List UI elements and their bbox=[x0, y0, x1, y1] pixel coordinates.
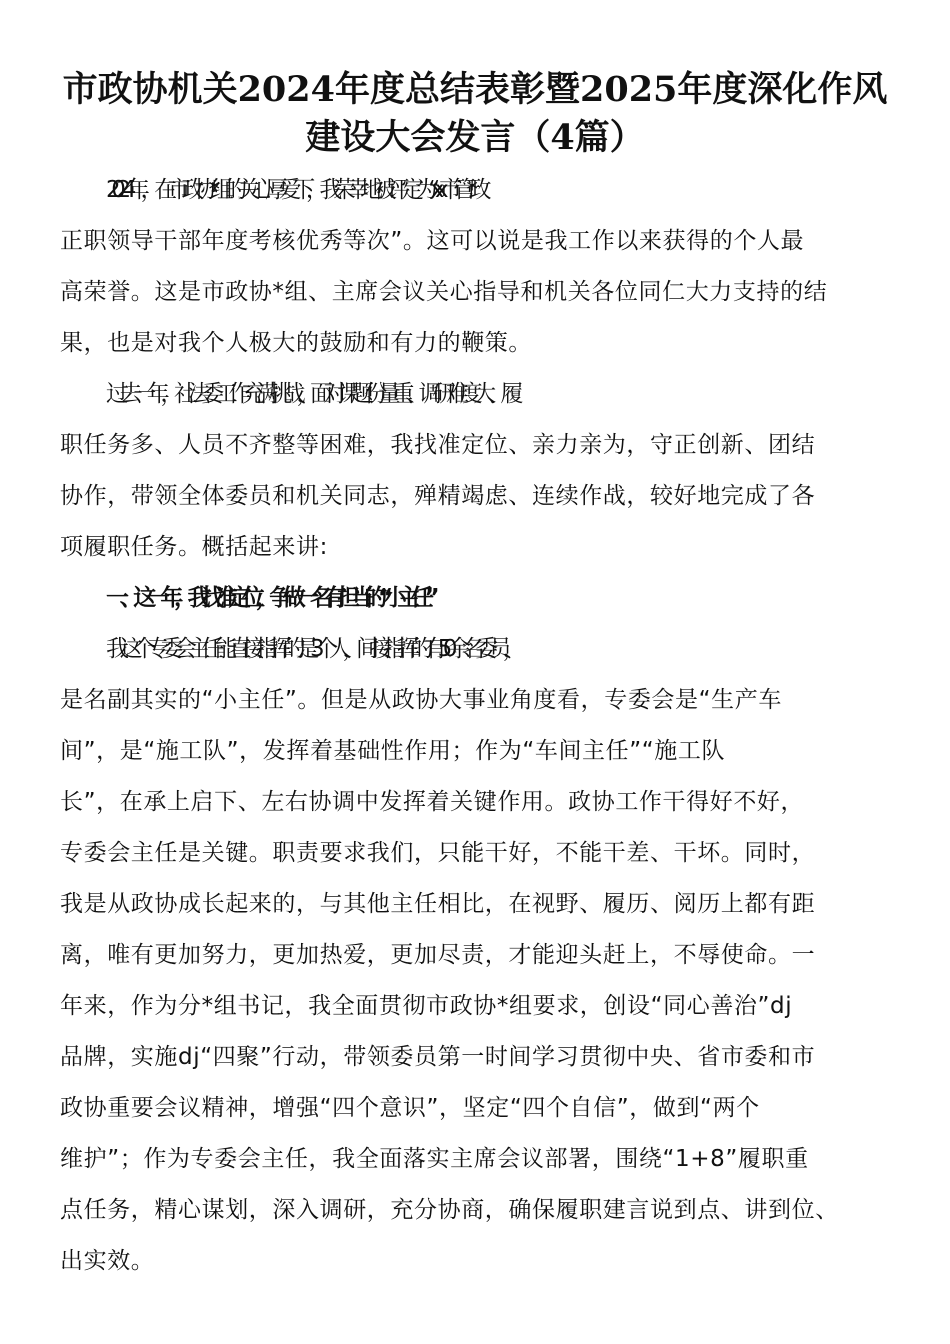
paragraph-3-line-12: 点任务，精心谋划，深入调研，充分协商，确保履职建言说到点、讲到位、 bbox=[60, 1197, 839, 1223]
paragraph-2-line-1: 过去一年，社法委工作充满挑战，面对课题份量重、调研难度大、履 bbox=[106, 381, 515, 407]
paragraph-3-line-6: 我是从政协成长起来的，与其他主任相比，在视野、履历、阅历上都有距 bbox=[60, 891, 816, 917]
paragraph-3-line-3: 间”，是“施工队”，发挥着基础性作用；作为“车间主任”“施工队 bbox=[60, 738, 726, 764]
document-title-line-2: 建设大会发言（4篇） bbox=[305, 117, 645, 158]
paragraph-3-line-11: 维护”；作为专委会主任，我全面落实主席会议部署，围绕“1+8”履职重 bbox=[60, 1146, 809, 1172]
paragraph-2-line-4: 项履职任务。概括起来讲: bbox=[60, 534, 328, 560]
paragraph-3-line-4: 长”，在承上启下、左右协调中发挥着关键作用。政协工作干得好不好， bbox=[60, 789, 805, 815]
paragraph-3-line-7: 离，唯有更加努力，更加热爱，更加尽责，才能迎头赶上，不辱使命。一 bbox=[60, 942, 816, 968]
paragraph-2-line-2: 职任务多、人员不齐整等困难，我找准定位、亲力亲为，守正创新、团结 bbox=[60, 432, 816, 458]
paragraph-3-line-9: 品牌，实施dj“四聚”行动，带领委员第一时间学习贯彻中央、省市委和市 bbox=[60, 1044, 816, 1070]
paragraph-3-line-13: 出实效。 bbox=[60, 1248, 155, 1274]
paragraph-1-line-1: 2024年，在市政协*组的关心厚爱下，我荣幸地被评定为“xx市管*政 bbox=[106, 177, 483, 203]
paragraph-2-line-3: 协作，带领全体委员和机关同志，殚精竭虑、连续作战，较好地完成了各 bbox=[60, 483, 816, 509]
paragraph-3-line-8: 年来，作为分*组书记，我全面贯彻市政协*组要求，创设“同心善治”dj bbox=[60, 993, 793, 1019]
paragraph-3-line-10: 政协重要会议精神，增强“四个意识”，坚定“四个自信”，做到“两个 bbox=[60, 1095, 760, 1121]
paragraph-1-line-3: 高荣誉。这是市政协*组、主席会议关心指导和机关各位同仁大力支持的结 bbox=[60, 279, 828, 305]
paragraph-1-line-2: 正职领导干部年度考核优秀等次”。这可以说是我工作以来获得的个人最 bbox=[60, 228, 805, 254]
section-heading-1: 一、这一年，我找准定位，争做一名有担当的“小主任” bbox=[106, 585, 431, 611]
paragraph-3-line-2: 是名副其实的“小主任”。但是从政协大事业角度看，专委会是“生产车 bbox=[60, 687, 782, 713]
paragraph-3-line-1: 我这个专委会主任能直接指挥的是3个人，间接指挥的有50余名委员， bbox=[106, 636, 517, 662]
document-title-line-1: 市政协机关2024年度总结表彰暨2025年度深化作风 bbox=[62, 69, 888, 110]
paragraph-1-line-4: 果，也是对我个人极大的鼓励和有力的鞭策。 bbox=[60, 330, 532, 356]
paragraph-3-line-5: 专委会主任是关键。职责要求我们，只能干好，不能干差、干坏。同时， bbox=[60, 840, 816, 866]
